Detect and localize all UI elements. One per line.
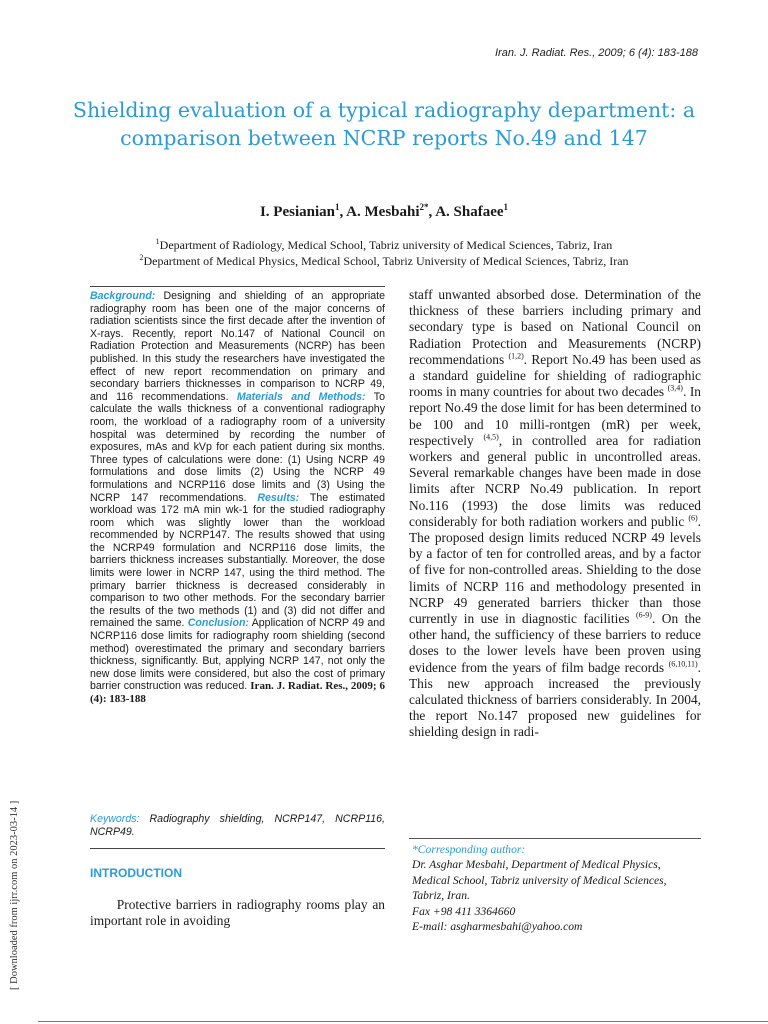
reference-mark: (4,5) bbox=[483, 432, 499, 442]
affiliation-text: Department of Medical Physics, Medical School, Tabriz University of Medical Sciences, Tabriz, Iran bbox=[143, 254, 629, 268]
corresponding-author-line: Fax +98 411 3364660 bbox=[412, 904, 516, 918]
download-watermark bbox=[5, 780, 25, 990]
author-affiliation-mark: 1 bbox=[334, 202, 340, 212]
reference-mark: (6) bbox=[688, 513, 698, 523]
watermark-text: [ Downloaded from ijrr.com on 2023-03-14 ] bbox=[9, 800, 20, 990]
abstract-background-label: Background: bbox=[90, 290, 156, 302]
abstract-conclusion-text: Application of NCRP 49 and NCRP116 dose limits for radiography room shielding (second method) overestimated the primary and secondary barriers thickness, significantly. But, applying NCRP 147, not only the new dose limits were considered, but also the cost of primary barrier construction was reduced. bbox=[90, 617, 385, 693]
corresponding-author-label: *Corresponding author: bbox=[412, 843, 526, 856]
body-text: , in controlled area for radiation workers and general public in uncontrolled areas. Several remarkable changes have been made in dose limits after NCRP No.49 publication. In report No.116 (1993) the dose limits was reduced considerably for both radiation workers and public bbox=[409, 432, 701, 529]
corresponding-author-line: Dr. Asghar Mesbahi, Department of Medical Physics, bbox=[412, 858, 661, 872]
body-text: staff unwanted absorbed dose. Determination of the thickness of these barriers including primary and secondary type is based on National Council on Radiation Protection and Measurements (NCRP) recommendations bbox=[409, 287, 701, 367]
body-text: . The proposed design limits reduced NCRP 49 levels by a factor of ten for controlled areas, and by a factor of five for non-controlled areas. Shielding to the dose limits of NCRP 116 and methodology presented in NCRP 49 generated barriers thicker than those currently in use in diagnostic facilities bbox=[409, 513, 701, 627]
affiliation bbox=[0, 237, 768, 253]
abstract-top-rule bbox=[90, 286, 385, 287]
abstract-results-text: The estimated workload was 172 mA min wk-1 for the studied radiography room which was slightly lower than the workload recommended by NCRP147. The results showed that using the NCRP49 formulation and NCRP116 dose limits, the barriers thickness increases substantially. Moreover, the dose limits were lower in NCRP 147, using the third method. The primary barrier thickness is decreased considerably in comparison to two other methods. For the secondary barrier the results of the two methods (1) and (3) did not differ and remained the same. bbox=[90, 491, 385, 630]
body-text: . On the other hand, the sufficiency of these barriers to reduce doses to the lower levels have been proven using evidence from the years of film badge records bbox=[409, 611, 701, 675]
body-text: . This new approach increased the previously calculated thickness of barriers considerably. In 2004, the report No.147 proposed new guidelines for shielding design in radi- bbox=[409, 659, 701, 740]
reference-mark: (6,10,11) bbox=[668, 659, 698, 669]
author-name: I. Pesianian bbox=[259, 204, 335, 220]
affiliation-mark: 2 bbox=[139, 253, 144, 262]
author-affiliation-mark: 2* bbox=[419, 202, 429, 212]
author-list bbox=[0, 202, 768, 221]
author-name: A. Shafaee bbox=[435, 204, 504, 220]
body-text: . Report No.49 has been used as a standard guideline for shielding of radiographic rooms in many countries for about two decades bbox=[409, 351, 702, 400]
keywords-bottom-rule bbox=[90, 848, 385, 849]
keywords-label: Keywords: bbox=[90, 813, 140, 825]
body-text: . In report No.49 the dose limit for has been determined to be 100 and 10 milli-rontgen (mR) per week, respectively bbox=[409, 384, 701, 448]
keywords bbox=[90, 813, 385, 838]
reference-mark: (6-9) bbox=[635, 610, 652, 620]
author-name: A. Mesbahi bbox=[346, 204, 420, 220]
footer-rule bbox=[38, 1021, 768, 1022]
affiliation-text: Department of Radiology, Medical School, Tabriz university of Medical Sciences, Tabriz, Iran bbox=[159, 238, 613, 252]
affiliation bbox=[0, 253, 768, 269]
corresponding-author-email: E-mail: asgharmesbahi@yahoo.com bbox=[412, 920, 583, 934]
abstract bbox=[90, 290, 385, 706]
reference-mark: (3,4) bbox=[667, 383, 683, 393]
corresponding-author-line: Medical School, Tabriz university of Medical Sciences, bbox=[412, 873, 667, 887]
footnote-rule bbox=[409, 838, 701, 839]
introduction-text: Protective barriers in radiography rooms play an important role in avoiding bbox=[90, 897, 385, 929]
introduction-heading: INTRODUCTION bbox=[90, 866, 182, 880]
abstract-methods-text: To calculate the walls thickness of a conventional radiography room, the workload of a radiography room of a university hospital was determined by recording the number of exposures, mAs and kVp for each patient during six months. Three types of calculations were done: (1) Using NCRP 49 formulations and dose limits (2) Using the NCRP 49 formulations and NCRP116 dose limits and (3) Using the NCRP 147 recommendations. bbox=[90, 390, 385, 504]
author-separator: , bbox=[339, 204, 347, 220]
journal-reference: Iran. J. Radiat. Res., 2009; 6 (4): 183-188 bbox=[494, 47, 698, 59]
abstract-results-label: Results: bbox=[257, 491, 300, 504]
abstract-conclusion-label: Conclusion: bbox=[187, 617, 249, 630]
article-title: Shielding evaluation of a typical radiography department: a comparison between NCRP reports No.49 and 147 bbox=[72, 98, 696, 150]
body-text-right-column bbox=[409, 287, 701, 741]
abstract-background-text: Designing and shielding of an appropriate radiography room has been one of the major concerns of radiation scientists since the first decade after the invention of X-rays. Recently, report No.147 of National Council on Radiation Protection and Measurements (NCRP) has been published. In this study the researchers have investigated the effect of new report recommendation on primary and secondary barriers thicknesses in comparison to NCRP 49, and 116 recommendations. bbox=[90, 290, 385, 403]
reference-mark: (1,2) bbox=[508, 351, 524, 361]
author-affiliation-mark: 1 bbox=[503, 202, 509, 212]
corresponding-author-note bbox=[412, 842, 704, 934]
abstract-methods-label: Materials and Methods: bbox=[236, 390, 366, 403]
keywords-text: Radiography shielding, NCRP147, NCRP116, NCRP49. bbox=[90, 813, 385, 838]
abstract-citation: Iran. J. Radiat. Res., 2009; 6 (4): 183-188 bbox=[90, 680, 385, 705]
author-separator: , bbox=[428, 204, 436, 220]
corresponding-author-line: Tabriz, Iran. bbox=[412, 889, 470, 903]
affiliation-mark: 1 bbox=[155, 237, 160, 246]
